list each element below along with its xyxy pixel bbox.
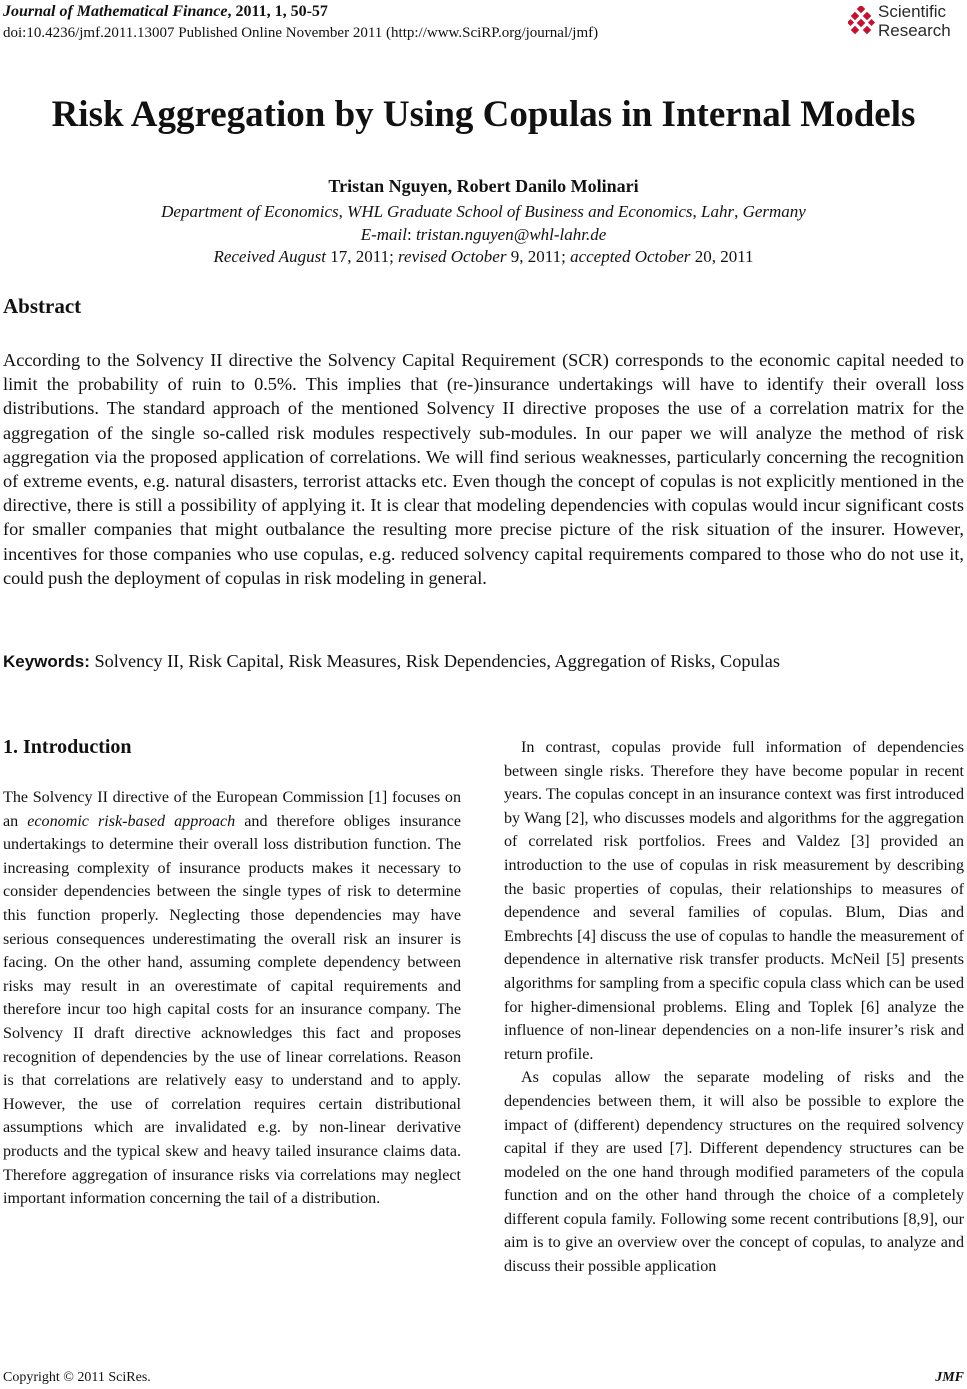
footer-journal-abbrev: JMF — [935, 1370, 964, 1385]
email-address[interactable]: tristan.nguyen@whl-lahr.de — [415, 225, 607, 244]
intro-paragraph-1 — [3, 786, 461, 1211]
journal-name: Journal of Mathematical Finance — [3, 3, 228, 20]
affiliation-sep-3: , — [734, 202, 743, 221]
scientific-research-logo — [848, 2, 966, 42]
journal-issue: , 2011, 1, 50-57 — [227, 3, 328, 20]
affiliation-dept: Department of Economics — [161, 202, 339, 221]
accepted-label: accepted October — [570, 247, 691, 266]
affiliation — [0, 201, 967, 222]
doi-line: doi:10.4236/jmf.2011.13007 Published Online November 2011 (http://www.SciRP.org/journal/jmf) — [3, 25, 599, 41]
footer-copyright: Copyright © 2011 SciRes. — [3, 1370, 151, 1385]
received-label: Received August — [213, 247, 326, 266]
keywords-label: Keywords: — [3, 652, 90, 671]
affiliation-city: Lahr — [701, 202, 735, 221]
authors: Tristan Nguyen, Robert Danilo Molinari — [328, 176, 639, 196]
email-label: E-mail — [360, 225, 407, 244]
keywords-text: Solvency II, Risk Capital, Risk Measures, Risk Dependencies, Aggregation of Risks, Copulas — [89, 651, 780, 671]
paper-title: Risk Aggregation by Using Copulas in Internal Models — [51, 94, 916, 135]
intro-paragraph-3: As copulas allow the separate modeling of risks and the dependencies between them, it will also be possible to explore the impact of (different) dependency structures on the required solvency capital if they are used [7]. Different dependency structures can be modeled on the one hand through modified parameters of the copula function and on the other hand through the choice of a completely different copula family. Following some recent contributions [8,9], our aim is to give an overview over the concept of copulas, to analyze and discuss their possible application — [504, 1069, 964, 1276]
intro-p1-start: The Solvency II directive of the European Commission [1] focuses on an — [3, 789, 461, 830]
abstract-body: According to the Solvency II directive the Solvency Capital Requirement (SCR) corresponds to the economic capital needed to limit the probability of ruin to 0.5%. This implies that (re-)insurance undertakings will have to identify their overall loss distributions. The standard approach of the mentioned Solvency II directive proposes the use of a correlation matrix for the aggregation of the single so-called risk modules respectively sub-modules. In our paper we will analyze the method of risk aggregation via the proposed application of correlations. We will find serious weaknesses, particularly concerning the recognition of extreme events, e.g. natural disasters, terrorist attacks etc. Even though the concept of copulas is not explicitly mentioned in the directive, there is still a possibility of applying it. It is clear that modeling dependencies with copulas would incur significant costs for smaller companies that might outbalance the resulting more precise picture of the risk situation of the insurer. However, incentives for those companies who use copulas, e.g. reduced solvency capital requirements compared to those who do not use it, could push the deployment of copulas in risk modeling in general. — [3, 350, 964, 588]
accepted-date: 20, 2011 — [690, 247, 754, 266]
left-column — [3, 786, 461, 1211]
revised-date: 9, 2011; — [506, 247, 571, 266]
affiliation-sep-1: , — [338, 202, 348, 221]
affiliation-country: Germany — [742, 202, 806, 221]
affiliation-school: WHL Graduate School of Business and Economics — [347, 202, 693, 221]
introduction-heading: 1. Introduction — [3, 736, 132, 758]
keywords-line — [3, 649, 780, 674]
received-date: 17, 2011; — [325, 247, 399, 266]
logo-line-1: Scientific — [878, 2, 947, 21]
revised-label: revised October — [398, 247, 507, 266]
dates-line — [0, 246, 967, 267]
intro-paragraph-2: In contrast, copulas provide full information of dependencies between single risks. Therefore they have become popular in recent years. The copulas concept in an insurance context was first introduced by Wang [2], who discusses models and algorithms for the aggregation of correlated risk portfolios. Frees and Valdez [3] provided an introduction to the use of copulas in risk measurement by describing the basic properties of copulas, their relationships to measures of dependence and several families of copulas. Blum, Dias and Embrechts [4] discuss the use of copulas to handle the measurement of dependence in alternative risk transfer products. McNeil [5] presents algorithms for sampling from a specific copula class which can be used for higher-dimensional problems. Eling and Toplek [6] analyze the influence of non-linear dependencies on a non-life insurer’s risk and return profile. — [504, 739, 964, 1063]
abstract-heading: Abstract — [3, 294, 82, 318]
right-column — [504, 736, 964, 1279]
email-line — [0, 224, 967, 245]
logo-line-2: Research — [878, 21, 951, 40]
logo-mark-icon — [848, 6, 876, 38]
intro-p1-emphasis: economic risk-based approach — [27, 812, 236, 830]
email-sep: : — [406, 225, 416, 244]
intro-p1-end: and therefore obliges insurance undertakings to determine their overall loss distribution function. The increasing complexity of insurance products makes it necessary to consider dependencies between the single types of risk to determine this function properly. Neglecting those dependencies may have serious consequences underestimating the overall risk an insurer is facing. On the other hand, assuming complete dependency between risks may result in an overestimate of capital requirements and therefore incur too high capital costs for an insurance company. The Solvency II draft directive acknowledges this fact and proposes recognition of dependencies by the use of linear correlations. Reason is that correlations are relatively easy to understand and to apply. However, the use of correlation requires certain distributional assumptions which are invalidated e.g. by non-linear derivative products and the typical skew and heavy tailed insurance claims data. Therefore aggregation of insurance risks via correlations may neglect important information concerning the tail of a distribution. — [3, 812, 461, 1208]
affiliation-sep-2: , — [692, 202, 702, 221]
journal-citation — [3, 2, 328, 22]
